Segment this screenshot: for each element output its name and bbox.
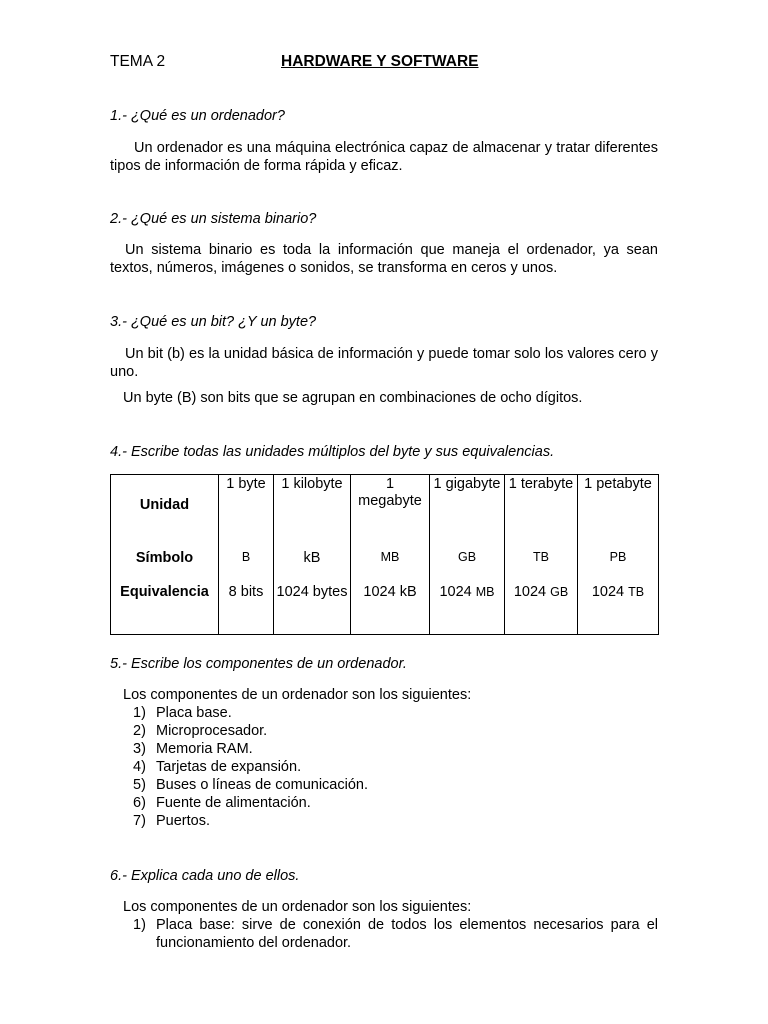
question-4: 4.- Escribe todas las unidades múltiplos del byte y sus equivalencias. <box>110 444 555 460</box>
question-5: 5.- Escribe los componentes de un ordenador. <box>110 656 407 672</box>
row-header-unit: Unidad <box>139 496 190 513</box>
symbol-cell: TB <box>505 542 578 584</box>
symbol-cell: GB <box>430 542 505 584</box>
list-item: 2) Microprocesador. <box>133 723 268 739</box>
components-explanation-list <box>110 916 658 952</box>
question-1: 1.- ¿Qué es un ordenador? <box>110 108 285 124</box>
components-list <box>110 704 658 830</box>
unit-cell: 1 byte <box>219 475 274 543</box>
question-2: 2.- ¿Qué es un sistema binario? <box>110 211 317 227</box>
table-row-unit <box>111 475 659 543</box>
table-row-equivalence <box>111 584 659 635</box>
list-item: 7) Puertos. <box>133 813 210 829</box>
components-intro: Los componentes de un ordenador son los siguientes: <box>123 687 472 703</box>
equivalence-cell: 1024 GB <box>505 584 578 635</box>
document-title: HARDWARE Y SOFTWARE <box>281 53 479 70</box>
unit-cell: 1 petabyte <box>578 475 659 543</box>
symbol-cell: MB <box>351 542 430 584</box>
unit-cell: 1 gigabyte <box>430 475 505 543</box>
list-item: 3) Memoria RAM. <box>133 741 253 757</box>
row-header-symbol: Símbolo <box>135 550 194 566</box>
answer-3-bit: Un bit (b) es la unidad básica de información y puede tomar solo los valores cero y uno. <box>110 346 658 380</box>
equivalence-cell: 8 bits <box>219 584 274 635</box>
answer-2: Un sistema binario es toda la información que maneja el ordenador, ya sean textos, números, imágenes o sonidos, se transforma en ceros y unos. <box>110 242 658 276</box>
components-intro-2: Los componentes de un ordenador son los siguientes: <box>123 899 472 915</box>
row-header-equivalence: Equivalencia <box>120 584 209 600</box>
symbol-cell: B <box>219 542 274 584</box>
byte-units-table <box>110 474 659 635</box>
list-item: 5) Buses o líneas de comunicación. <box>133 777 368 793</box>
list-item: 1) Placa base. <box>133 705 232 721</box>
list-item: 1) Placa base: sirve de conexión de todos los elementos necesarios para el funcionamiento del ordenador. <box>133 917 658 951</box>
question-3: 3.- ¿Qué es un bit? ¿Y un byte? <box>110 314 317 330</box>
equivalence-cell: 1024 bytes <box>274 584 351 635</box>
question-6: 6.- Explica cada uno de ellos. <box>110 868 300 884</box>
unit-cell: 1 megabyte <box>351 475 430 543</box>
unit-cell: 1 kilobyte <box>274 475 351 543</box>
equivalence-cell: 1024 kB <box>351 584 430 635</box>
equivalence-cell: 1024 TB <box>578 584 659 635</box>
list-item: 4) Tarjetas de expansión. <box>133 759 302 775</box>
list-item: 6) Fuente de alimentación. <box>133 795 311 811</box>
unit-cell: 1 terabyte <box>505 475 578 543</box>
topic-number: TEMA 2 <box>110 53 166 70</box>
document-header <box>110 53 658 73</box>
table-row-symbol <box>111 542 659 584</box>
symbol-cell: PB <box>578 542 659 584</box>
answer-1: Un ordenador es una máquina electrónica capaz de almacenar y tratar diferentes tipos de información de forma rápida y eficaz. <box>110 140 658 174</box>
equivalence-cell: 1024 MB <box>430 584 505 635</box>
answer-3-byte: Un byte (B) son bits que se agrupan en combinaciones de ocho dígitos. <box>123 390 583 406</box>
symbol-cell: kB <box>274 542 351 584</box>
